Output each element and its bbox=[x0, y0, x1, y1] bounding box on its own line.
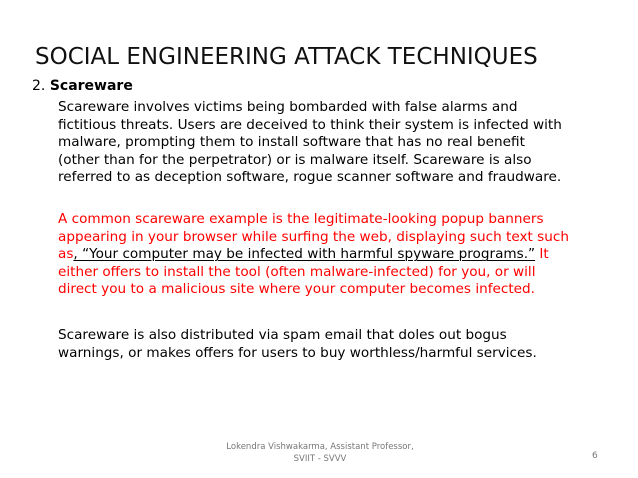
paragraph-line: referred to as deception software, rogue scanner software and fraudware. bbox=[58, 169, 562, 186]
paragraph-distribution bbox=[58, 327, 618, 362]
paragraph-line: malware, prompting them to install software that has no real benefit bbox=[58, 134, 525, 151]
paragraph-definition bbox=[58, 99, 618, 187]
footer-line: Lokendra Vishwakarma, Assistant Professor, bbox=[226, 442, 414, 452]
paragraph-line: A common scareware example is the legitimate-looking popup banners bbox=[58, 211, 544, 227]
paragraph-line: warnings, or makes offers for users to buy worthless/harmful services. bbox=[58, 344, 537, 361]
paragraph-line: (other than for the perpetrator) or is malware itself. Scareware is also bbox=[58, 151, 532, 168]
item-number: 2. bbox=[32, 78, 50, 94]
paragraph-line: Scareware is also distributed via spam email that doles out bogus bbox=[58, 327, 507, 343]
paragraph-line: direct you to a malicious site where your computer becomes infected. bbox=[58, 281, 535, 298]
slide-title: SOCIAL ENGINEERING ATTACK TECHNIQUES bbox=[35, 44, 538, 70]
item-heading bbox=[32, 77, 133, 95]
paragraph-line: appearing in your browser while surfing the web, displaying such text such bbox=[58, 228, 569, 245]
paragraph-line bbox=[58, 246, 618, 264]
item-name: Scareware bbox=[49, 78, 133, 94]
text-suffix: It bbox=[535, 246, 549, 263]
text-prefix: as bbox=[58, 246, 74, 263]
popup-quote: , “Your computer may be infected with harmful spyware programs.” bbox=[73, 246, 536, 263]
footer-line: SVIIT - SVVV bbox=[293, 454, 347, 464]
paragraph-line: either offers to install the tool (often malware-infected) for you, or will bbox=[58, 263, 536, 280]
paragraph-line: fictitious threats. Users are deceived to think their system is infected with bbox=[58, 116, 562, 133]
paragraph-example bbox=[58, 211, 618, 299]
page-number: 6 bbox=[592, 451, 598, 461]
footer-author bbox=[212, 441, 428, 465]
paragraph-line: Scareware involves victims being bombarded with false alarms and bbox=[58, 99, 518, 115]
